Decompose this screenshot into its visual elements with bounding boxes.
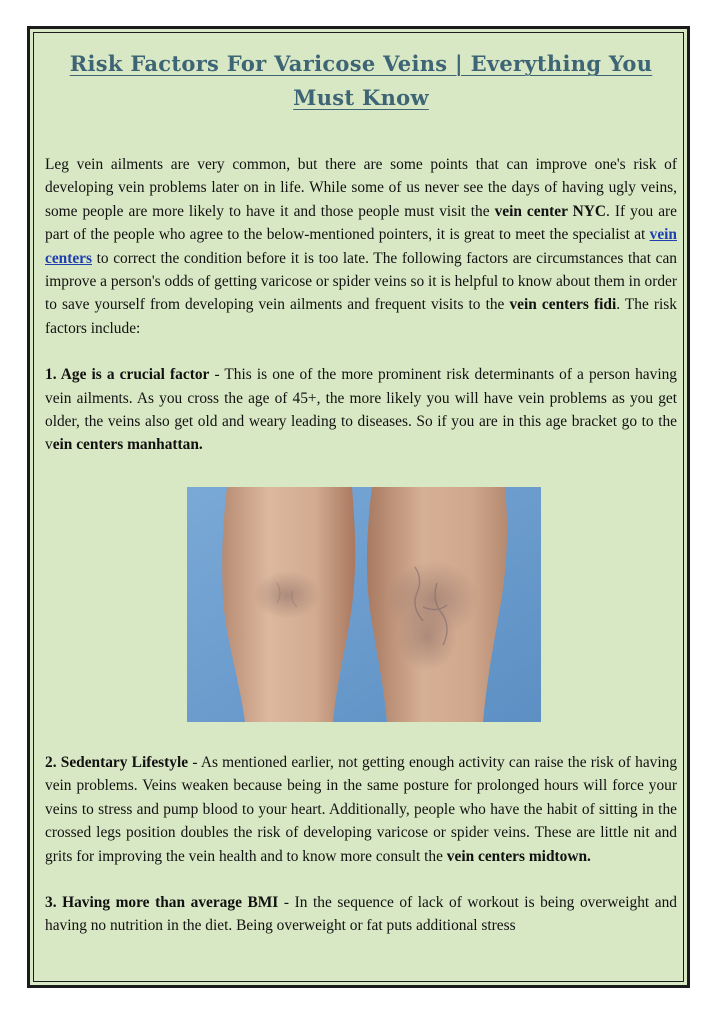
factor-2-paragraph	[45, 751, 677, 868]
intro-text-3: to correct the condition before it is too late. The following factors are circumstances that can improve a person's odds of getting varicose or spider veins so it is helpful to know about them in order to save yourself from developing vein ailments and frequent visits to the	[45, 249, 677, 314]
legs-varicose-veins-photo	[187, 487, 541, 722]
article-title-text: Risk Factors For Varicose Veins | Everything You Must Know	[69, 51, 653, 110]
factor-3-text: - In the sequence of lack of workout is being overweight and having no nutrition in the diet. Being overweight or fat puts additional stress	[45, 893, 677, 935]
intro-paragraph	[45, 153, 677, 340]
page-border	[27, 26, 690, 988]
keyword-vein-centers-midtown: vein centers midtown.	[446, 847, 591, 865]
article	[45, 47, 677, 938]
factor-2-heading: 2. Sedentary Lifestyle	[45, 753, 189, 771]
keyword-vein-centers-manhattan: ein centers manhattan.	[52, 436, 203, 454]
factor-1-heading: 1. Age is a crucial factor	[45, 366, 210, 384]
factor-3-heading: 3. Having more than average BMI	[45, 893, 279, 911]
factor-1-paragraph	[45, 363, 677, 457]
factor-2-text: - As mentioned earlier, not getting enough activity can raise the risk of having vein problems. Veins weaken because being in the same posture for prolonged hours will force your veins to stress and pump blood to your heart. Additionally, people who have the habit of sitting in the crossed legs position doubles the risk of developing varicose or spider veins. These are little nit and grits for improving the vein health and to know more consult the	[45, 753, 678, 865]
factor-1-text: - This is one of the more prominent risk determinants of a person having vein ailments. As you cross the age of 45+, the more likely you will have vein problems as you get older, the veins also get old and weary leading to diseases. So if you are in this age bracket go to the v	[45, 366, 677, 454]
intro-text-4: . The risk factors include:	[45, 296, 677, 337]
keyword-vein-center-nyc: vein center NYC	[494, 202, 607, 220]
article-title	[45, 47, 677, 115]
legs-photo-illustration	[187, 487, 541, 722]
vein-centers-link[interactable]: vein centers	[45, 226, 677, 267]
intro-text-2: . If you are part of the people who agree to the below-mentioned pointers, it is great to meet the specialist at	[45, 202, 677, 244]
factor-3-paragraph	[45, 891, 677, 938]
intro-text-1: Leg vein ailments are very common, but there are some points that can improve one's risk of developing vein problems later on in life. While some of us never see the days of having ugly veins, some people are more likely to have it and those people must visit the	[45, 156, 677, 220]
keyword-vein-centers-fidi: vein centers fidi	[509, 296, 617, 314]
